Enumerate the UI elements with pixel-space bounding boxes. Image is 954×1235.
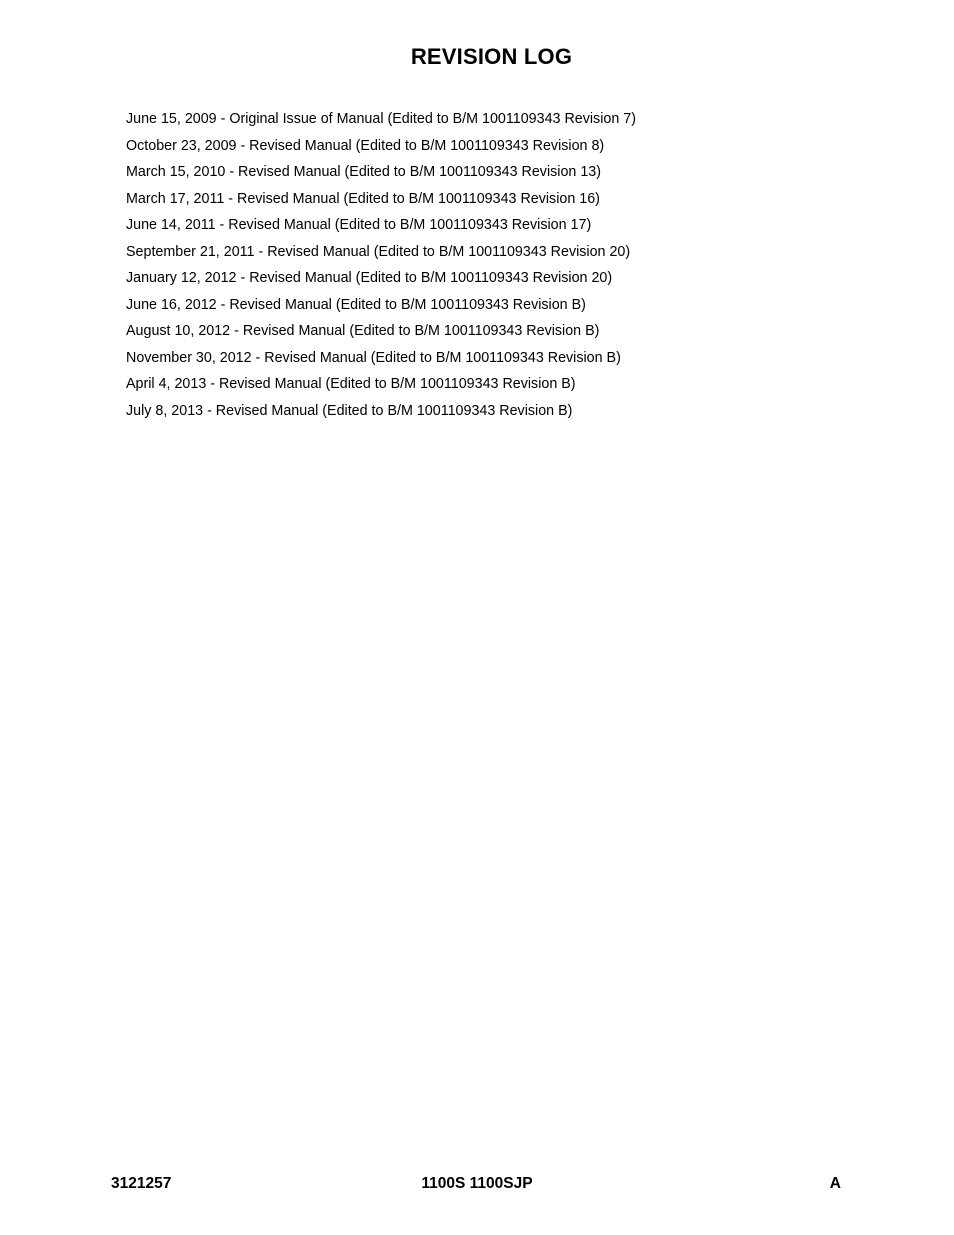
revision-entry: July 8, 2013 - Revised Manual (Edited to B/M 1001109343 Revision B) xyxy=(126,402,573,419)
revision-entry: November 30, 2012 - Revised Manual (Edited to B/M 1001109343 Revision B) xyxy=(126,349,621,366)
revision-entry: March 15, 2010 - Revised Manual (Edited to B/M 1001109343 Revision 13) xyxy=(126,164,601,180)
revision-entry: September 21, 2011 - Revised Manual (Edited to B/M 1001109343 Revision 20) xyxy=(126,243,631,260)
revision-entry: June 15, 2009 - Original Issue of Manual (Edited to B/M 1001109343 Revision 7) xyxy=(126,111,636,127)
revision-entry: March 17, 2011 - Revised Manual (Edited to B/M 1001109343 Revision 16) xyxy=(126,190,600,207)
revision-entry: August 10, 2012 - Revised Manual (Edited to B/M 1001109343 Revision B) xyxy=(126,323,600,339)
revision-entry: June 16, 2012 - Revised Manual (Edited to B/M 1001109343 Revision B) xyxy=(126,296,586,313)
footer-document-number: 3121257 xyxy=(111,1175,172,1192)
revision-entry: June 14, 2011 - Revised Manual (Edited to B/M 1001109343 Revision 17) xyxy=(126,217,592,233)
revision-entry: October 23, 2009 - Revised Manual (Edited to B/M 1001109343 Revision 8) xyxy=(126,137,605,154)
page-title: REVISION LOG xyxy=(410,44,573,69)
revision-entry: April 4, 2013 - Revised Manual (Edited to B/M 1001109343 Revision B) xyxy=(126,376,576,392)
footer-model: 1100S 1100SJP xyxy=(421,1175,533,1192)
footer-page-number: A xyxy=(829,1175,841,1192)
revision-list xyxy=(126,106,636,424)
revision-entry: January 12, 2012 - Revised Manual (Edited to B/M 1001109343 Revision 20) xyxy=(126,270,613,286)
